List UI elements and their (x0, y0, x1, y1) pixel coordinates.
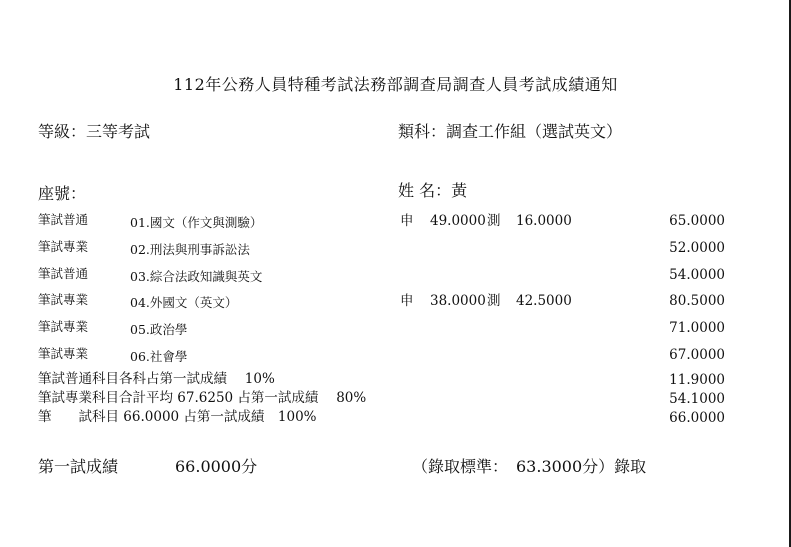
subject-type: 筆試普通 (38, 266, 89, 281)
subject-type: 筆試專業 (38, 319, 89, 334)
sub2-label: 測 (487, 213, 501, 229)
subject-name: 04.外國文（英文） (130, 295, 238, 310)
sub1-label: 申 (400, 213, 414, 229)
summary-score: 54.1000 (669, 391, 725, 407)
subject-type: 筆試普通 (38, 212, 89, 227)
subject-name: 01.國文（作文與測驗） (130, 215, 263, 230)
name-label: 姓 名：黃 (398, 181, 468, 200)
subject-name: 02.刑法與刑事訴訟法 (130, 242, 250, 257)
sub2-label: 測 (487, 293, 501, 309)
sub1-value: 38.0000 (430, 293, 486, 309)
page-title: 112年公務人員特種考試法務部調查局調查人員考試成績通知 (173, 75, 618, 94)
grade-label: 等級：三等考試 (38, 122, 151, 141)
subject-name: 06.社會學 (130, 349, 188, 364)
category-label: 類科：調查工作組（選試英文） (398, 122, 623, 141)
first-exam-score: 66.0000分 (175, 457, 258, 476)
sub1-label: 申 (400, 293, 414, 309)
summary-line: 筆試普通科目各科占第一試成績 10% (38, 371, 275, 387)
summary-score: 66.0000 (669, 410, 725, 426)
subject-score: 65.0000 (669, 213, 725, 229)
subject-score: 54.0000 (669, 267, 725, 283)
sub2-value: 16.0000 (516, 213, 572, 229)
subject-type: 筆試專業 (38, 239, 89, 254)
seat-label: 座號： (38, 184, 87, 203)
subject-score: 67.0000 (669, 347, 725, 363)
subject-type: 筆試專業 (38, 346, 89, 361)
subject-score: 52.0000 (669, 240, 725, 256)
admission-result: （錄取標準： 63.3000分）錄取 (412, 457, 647, 476)
subject-name: 05.政治學 (130, 322, 188, 337)
subject-score: 71.0000 (669, 320, 725, 336)
subject-score: 80.5000 (669, 293, 725, 309)
subject-name: 03.綜合法政知識與英文 (130, 269, 263, 284)
subject-type: 筆試專業 (38, 292, 89, 307)
sub2-value: 42.5000 (516, 293, 572, 309)
summary-score: 11.9000 (669, 372, 725, 388)
summary-line: 筆試專業科目合計平均 67.6250 占第一試成績 80% (38, 390, 367, 406)
first-exam-label: 第一試成績 (38, 457, 119, 476)
sub1-value: 49.0000 (430, 213, 486, 229)
summary-line: 筆 試科目 66.0000 占第一試成績 100% (38, 409, 317, 425)
